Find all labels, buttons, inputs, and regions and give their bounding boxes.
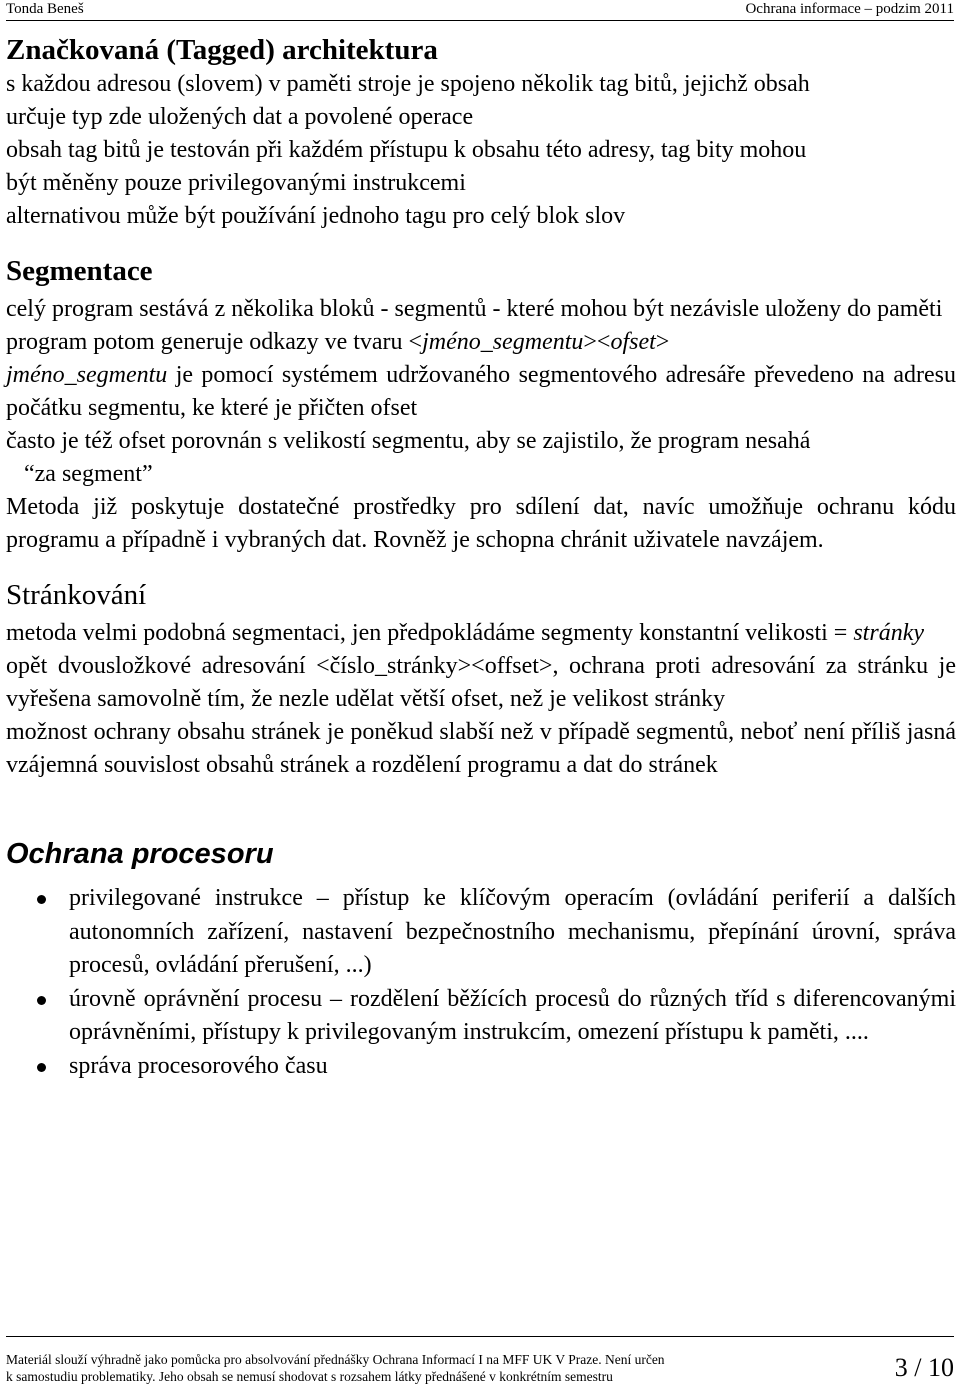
bullet-icon [37,1063,46,1072]
section-title-segmentation: Segmentace [6,255,153,287]
cpu-protection-list [6,882,956,1083]
segmentation-paragraph-4-line-2: “za segment” [24,461,153,487]
tagged-line-3: obsah tag bitů je testován při každém přístupu k obsahu této adresy, tag bity mohou [6,137,807,163]
paging-p1-prefix: metoda velmi podobná segmentaci, jen předpokládáme segmenty konstantní velikosti = [6,620,854,646]
page-number: 3 / 10 [894,1353,954,1382]
header-course: Ochrana informace – podzim 2011 [745,1,954,17]
section-title-paging: Stránkování [6,579,147,611]
list-item [6,1050,956,1084]
page-footer [6,1336,954,1385]
footer-note-line-1: Materiál slouží výhradně jako pomůcka pro absolvování přednášky Ochrana Informací I na MFF UK V Praze. Není určen [6,1352,665,1367]
paging-paragraph-3: možnost ochrany obsahu stránek je poněkud slabší než v případě segmentů, neboť není příliš jasná vzájemná souvislost obsahů stránek a rozdělení programu a dat do stránek [6,719,956,778]
tagged-line-4: být měněny pouze privilegovanými instrukcemi [6,170,466,196]
segmentation-paragraph-5: Metoda již poskytuje dostatečné prostředky pro sdílení dat, navíc umožňuje ochranu kódu programu a případně i vybraných dat. Rovněž je schopna chránit uživatele navzájem. [6,494,956,553]
list-item-text: privilegované instrukce – přístup ke klíčovým operacím (ovládání periferií a dalších autonomních zařízení, nastavení bezpečnostního mechanismu, přepínání úrovní, správa procesů, ovládání přerušení, ...) [69,885,956,978]
segmentation-p3-rest: je pomocí systémem udržovaného segmentového adresáře převedeno na adresu počátku segmentu, ke které je přičten ofset [6,362,956,421]
segment-name-term-2: jméno_segmentu [6,362,168,388]
footer-note-line-2: k samostudiu problematiky. Jeho obsah se nemusí shodovat s rozsahem látky přednášené v konkrétním semestru [6,1369,613,1384]
section-title-cpu-protection: Ochrana procesoru [6,838,274,870]
segmentation-paragraph-1: celý program sestává z několika bloků - segmentů - které mohou být nezávisle uloženy do paměti [6,296,943,322]
paging-paragraph-1 [6,617,956,650]
bullet-icon [37,895,46,904]
ofset-term: ofset [610,329,656,355]
list-item [6,882,956,983]
segment-name-term: jméno_segmentu [422,329,584,355]
list-item [6,983,956,1050]
pages-term: stránky [853,620,924,646]
list-item-text: správa procesorového času [69,1052,328,1079]
segmentation-paragraph-2 [6,326,956,359]
section-title-tagged: Značkovaná (Tagged) architektura [6,34,438,66]
page-content [6,32,956,1083]
tagged-line-2: určuje typ zde uložených dat a povolené operace [6,104,474,130]
segmentation-p2-suffix: > [655,329,670,355]
segmentation-p2-mid: >< [583,329,611,355]
list-item-text: úrovně oprávnění procesu – rozdělení běžících procesů do různých tříd s diferencovanými oprávněními, přístupy k privilegovaným instrukcím, omezení přístupu k paměti, .... [69,985,956,1045]
segmentation-paragraph-4-line-1: často je též ofset porovnán s velikostí segmentu, aby se zajistilo, že program nesahá [6,428,811,454]
tagged-line-1: s každou adresou (slovem) v paměti stroje je spojeno několik tag bitů, jejichž obsah [6,71,810,97]
bullet-icon [37,996,46,1005]
segmentation-paragraph-3 [6,359,956,425]
tagged-line-5: alternativou může být používání jednoho tagu pro celý blok slov [6,203,626,229]
segmentation-p2-prefix: program potom generuje odkazy ve tvaru < [6,329,423,355]
footer-note [6,1351,665,1385]
header-author: Tonda Beneš [6,1,84,17]
paging-paragraph-2: opět dvousložkové adresování <číslo_stránky><offset>, ochrana proti adresování za stránku je vyřešena samovolně tím, že nezle udělat větší ofset, než je velikost stránky [6,653,956,712]
running-header [6,0,954,21]
